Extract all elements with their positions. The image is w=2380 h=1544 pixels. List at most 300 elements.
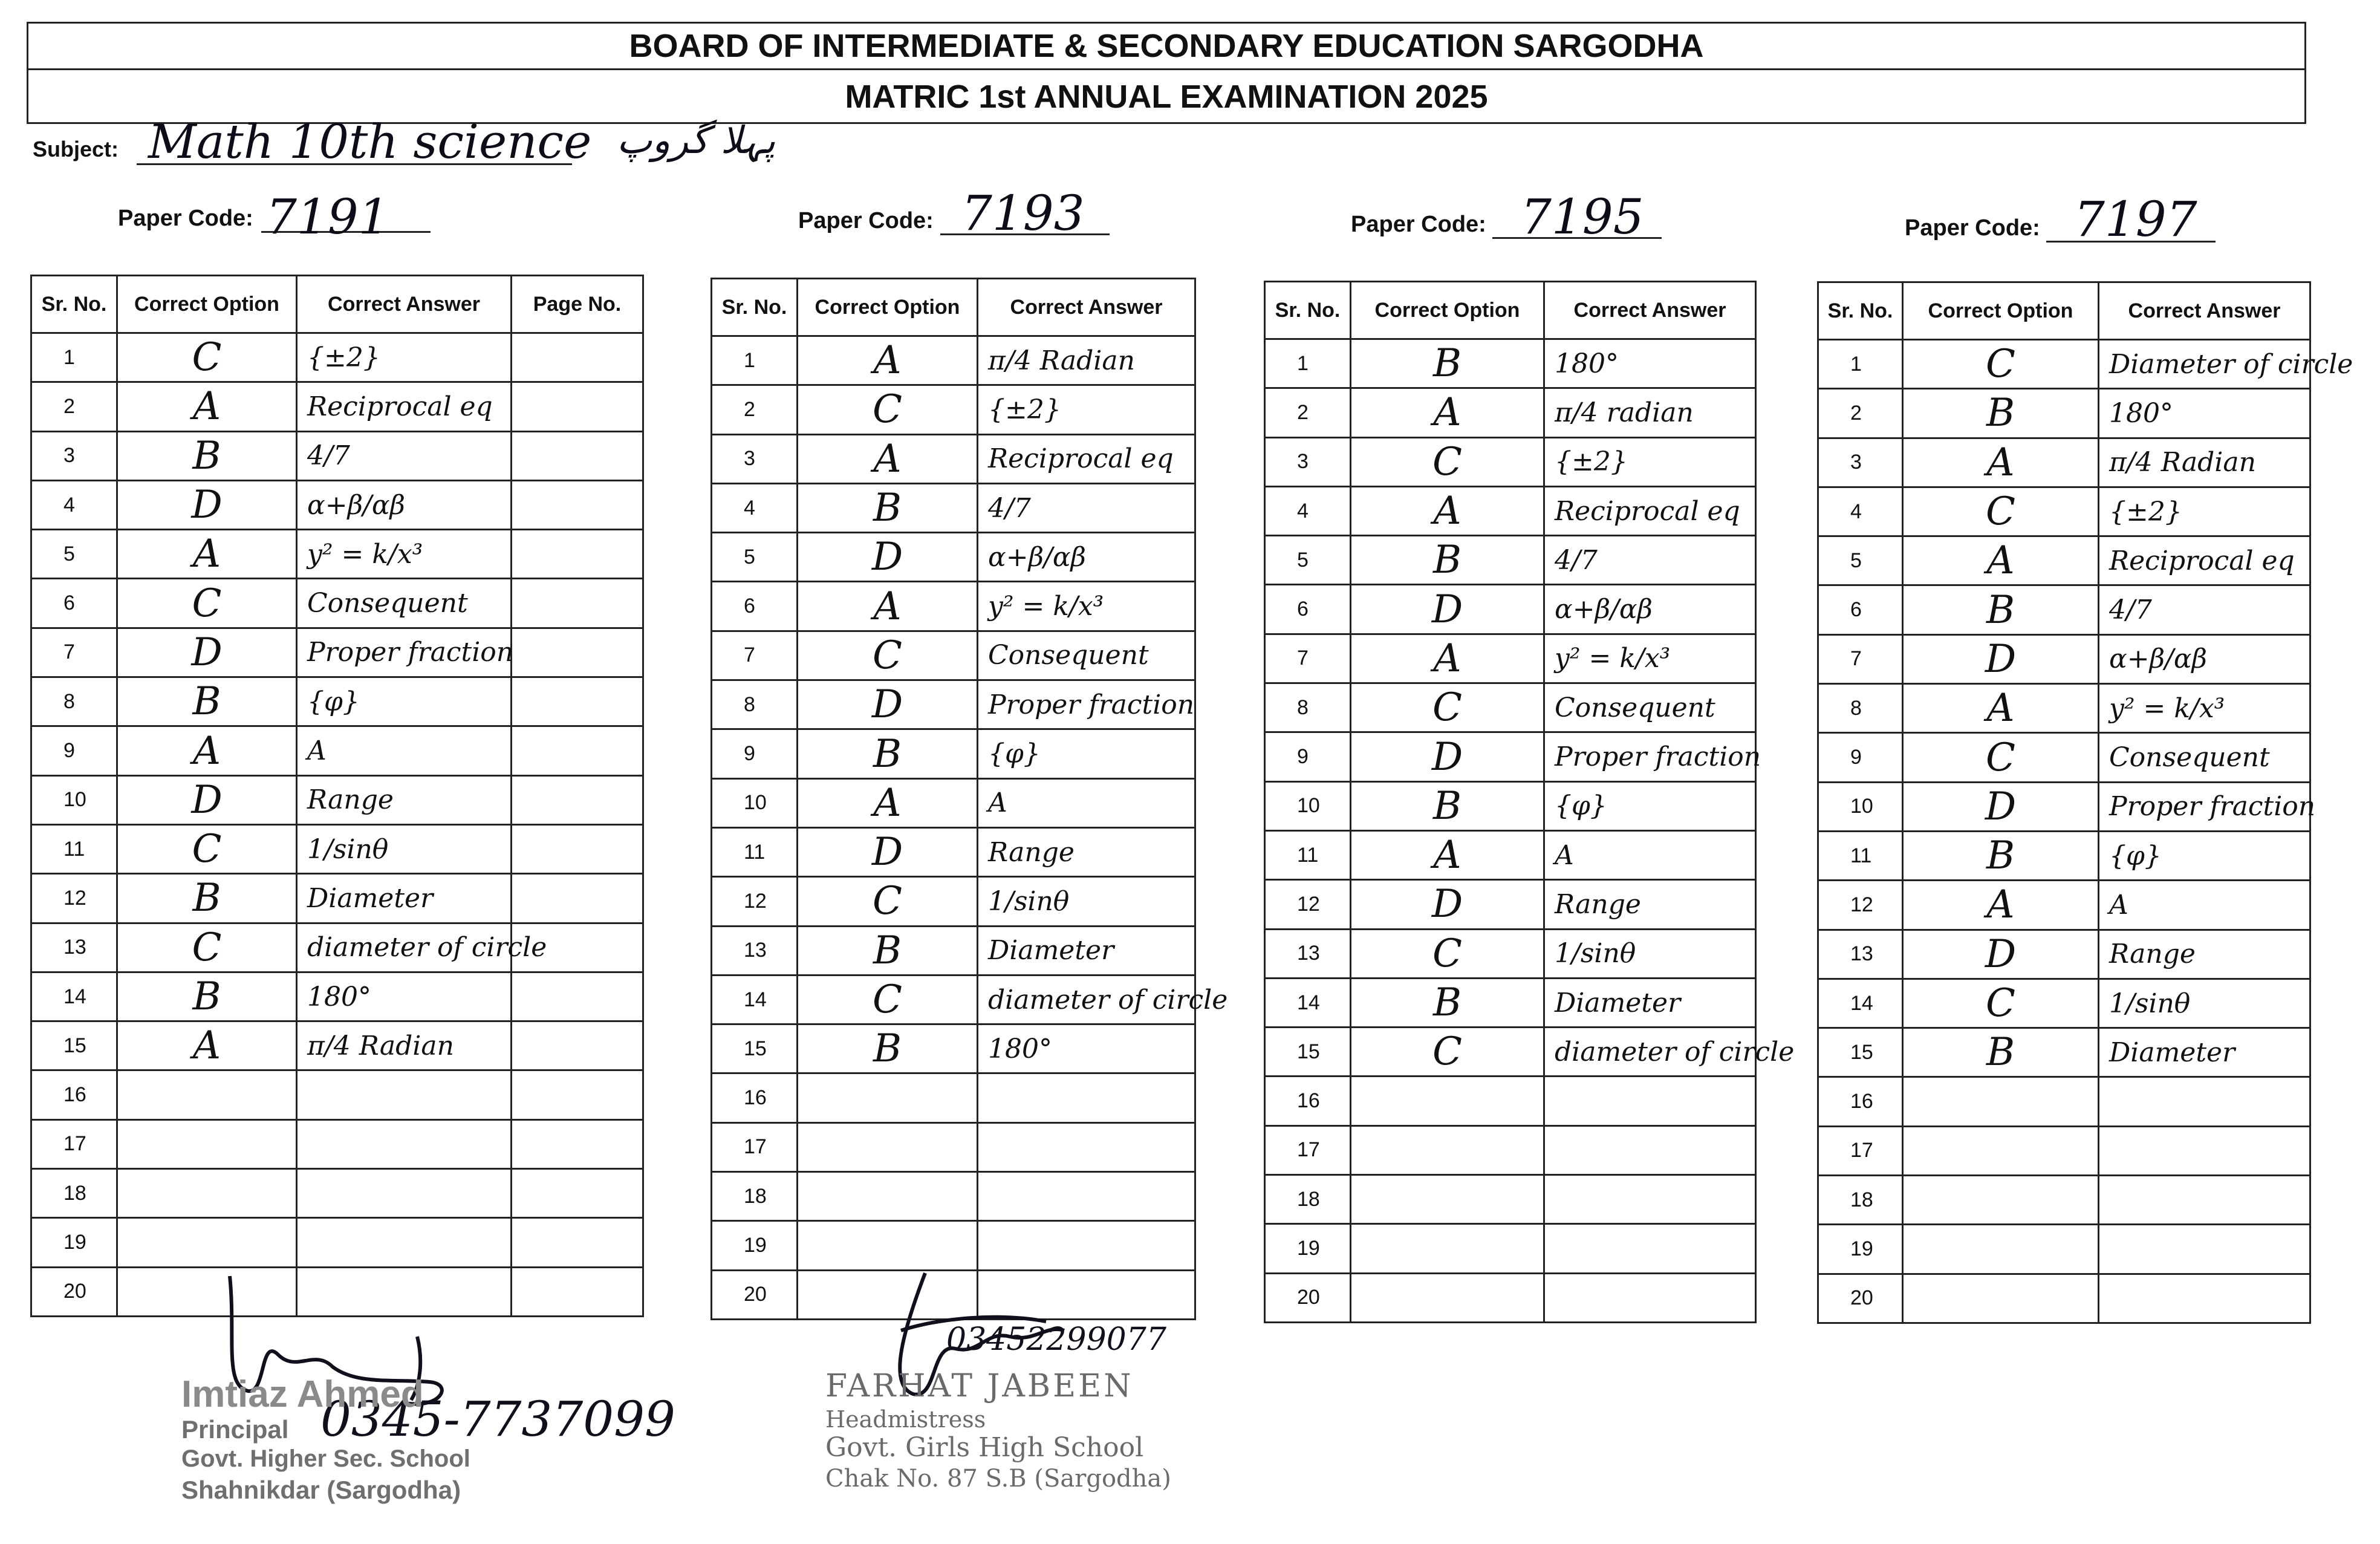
sr-no-cell: 2 — [1265, 388, 1351, 437]
correct-option-cell: C — [117, 824, 297, 873]
sr-no-cell: 6 — [31, 579, 117, 628]
sr-no-cell: 17 — [1818, 1126, 1903, 1175]
correct-answer-cell: {φ} — [1544, 781, 1756, 830]
sr-no-cell: 15 — [1265, 1028, 1351, 1077]
correct-answer-cell: α+β/αβ — [297, 480, 512, 529]
sr-no-cell: 16 — [1265, 1077, 1351, 1125]
table-row — [1265, 683, 1756, 732]
header-page-no: Page No. — [512, 276, 643, 333]
header-correct-option: Correct Option — [1903, 282, 2099, 340]
header-correct-option: Correct Option — [1351, 282, 1544, 339]
table-row — [712, 582, 1195, 631]
sr-no-cell: 17 — [31, 1119, 117, 1168]
correct-option-cell — [1903, 1176, 2099, 1225]
subject-label: Subject: — [33, 137, 119, 161]
paper-code-label-3: Paper Code: — [1351, 212, 1486, 237]
sr-no-cell: 11 — [1818, 831, 1903, 880]
correct-option-cell: A — [1351, 388, 1544, 437]
headmistress-stamp-school: Govt. Girls High School — [825, 1432, 1144, 1463]
correct-option-cell: D — [798, 533, 978, 582]
correct-option-cell: C — [117, 923, 297, 972]
correct-answer-cell: Range — [297, 775, 512, 824]
table-row — [1818, 340, 2310, 389]
correct-option-cell — [1351, 1077, 1544, 1125]
page-no-cell — [512, 972, 643, 1021]
correct-option-cell: A — [798, 434, 978, 483]
correct-answer-cell — [297, 1119, 512, 1168]
correct-option-cell: C — [798, 877, 978, 926]
subject-value: Math 10th science — [148, 115, 592, 169]
correct-answer-cell: Reciprocal eq — [978, 434, 1195, 483]
sr-no-cell: 12 — [1818, 881, 1903, 930]
correct-answer-cell: Proper fraction — [2099, 782, 2310, 831]
page-no-cell — [512, 726, 643, 775]
table-row — [1265, 1125, 1756, 1174]
correct-option-cell — [798, 1073, 978, 1122]
correct-answer-cell — [978, 1073, 1195, 1122]
sr-no-cell: 7 — [1818, 634, 1903, 683]
sr-no-cell: 4 — [31, 480, 117, 529]
headmistress-stamp-name: FARHAT JABEEN — [825, 1368, 1134, 1404]
correct-option-cell: B — [798, 483, 978, 532]
correct-answer-cell: A — [2099, 881, 2310, 930]
table-row — [712, 778, 1195, 827]
table-row — [712, 631, 1195, 680]
table-row — [1818, 438, 2310, 487]
correct-answer-cell: A — [978, 778, 1195, 827]
principal-phone: 0345-7737099 — [320, 1391, 675, 1447]
paper-code-value-1: 7191 — [266, 189, 389, 245]
sr-no-cell: 8 — [31, 677, 117, 726]
correct-answer-cell: π/4 Radian — [297, 1021, 512, 1070]
correct-option-cell: B — [1351, 978, 1544, 1027]
page-no-cell — [512, 1218, 643, 1267]
correct-option-cell: B — [117, 431, 297, 480]
table-row — [1818, 930, 2310, 979]
sr-no-cell: 6 — [712, 582, 798, 631]
table-row — [1265, 781, 1756, 830]
correct-answer-cell: π/4 Radian — [978, 336, 1195, 385]
table-row — [1818, 1176, 2310, 1225]
table-row — [31, 775, 643, 824]
correct-answer-cell — [2099, 1077, 2310, 1126]
table-row — [31, 824, 643, 873]
correct-option-cell — [1351, 1273, 1544, 1322]
correct-option-cell: C — [1903, 340, 2099, 389]
correct-option-cell: D — [117, 775, 297, 824]
correct-option-cell: A — [117, 1021, 297, 1070]
correct-answer-cell: Reciprocal eq — [1544, 486, 1756, 535]
page-no-cell — [512, 579, 643, 628]
correct-answer-cell — [297, 1218, 512, 1267]
correct-answer-cell — [978, 1122, 1195, 1171]
sr-no-cell: 6 — [1265, 585, 1351, 634]
correct-option-cell: D — [798, 827, 978, 876]
table-row — [31, 530, 643, 579]
correct-answer-cell: Diameter — [297, 874, 512, 923]
correct-option-cell — [1903, 1077, 2099, 1126]
sr-no-cell: 10 — [712, 778, 798, 827]
correct-option-cell: C — [1351, 1028, 1544, 1077]
sr-no-cell: 15 — [31, 1021, 117, 1070]
correct-answer-cell: A — [1544, 830, 1756, 879]
correct-option-cell: B — [117, 874, 297, 923]
paper-code-label-2: Paper Code: — [798, 208, 934, 233]
header-sr-no: Sr. No. — [1818, 282, 1903, 340]
page-no-cell — [512, 530, 643, 579]
page-no-cell — [512, 1021, 643, 1070]
sr-no-cell: 1 — [712, 336, 798, 385]
correct-answer-cell: 1/sinθ — [978, 877, 1195, 926]
table-row — [1265, 880, 1756, 929]
sr-no-cell: 7 — [712, 631, 798, 680]
correct-answer-cell: y² = k/x³ — [297, 530, 512, 579]
paper-code-value-4: 7197 — [2074, 191, 2197, 247]
table-row — [1818, 1274, 2310, 1323]
headmistress-phone: 03452299077 — [946, 1321, 1166, 1358]
correct-option-cell: C — [798, 631, 978, 680]
sr-no-cell: 8 — [712, 680, 798, 729]
correct-answer-cell: α+β/αβ — [2099, 634, 2310, 683]
table-row — [31, 726, 643, 775]
correct-answer-cell: 4/7 — [297, 431, 512, 480]
principal-stamp-place: Shahnikdar (Sargodha) — [181, 1476, 461, 1504]
correct-answer-cell: Diameter of circle — [2099, 340, 2310, 389]
sr-no-cell: 10 — [1265, 781, 1351, 830]
table-row — [1265, 1175, 1756, 1224]
sr-no-cell: 13 — [712, 926, 798, 975]
page-no-cell — [512, 1267, 643, 1316]
sr-no-cell: 6 — [1818, 585, 1903, 634]
sr-no-cell: 20 — [1818, 1274, 1903, 1323]
correct-option-cell: B — [1351, 781, 1544, 830]
table-row — [1818, 585, 2310, 634]
correct-option-cell: C — [1903, 979, 2099, 1028]
correct-option-cell: A — [798, 336, 978, 385]
table-row — [1265, 1273, 1756, 1322]
table-row — [1818, 979, 2310, 1028]
table-row — [1818, 881, 2310, 930]
correct-answer-cell: {±2} — [297, 333, 512, 382]
correct-answer-cell: Diameter — [2099, 1028, 2310, 1077]
correct-option-cell — [1903, 1225, 2099, 1274]
header-correct-option: Correct Option — [117, 276, 297, 333]
header-correct-answer: Correct Answer — [978, 279, 1195, 336]
sr-no-cell: 11 — [1265, 830, 1351, 879]
answer-table-7197 — [1817, 281, 2353, 1324]
correct-option-cell: C — [1351, 929, 1544, 978]
table-row — [31, 579, 643, 628]
correct-option-cell: D — [1903, 782, 2099, 831]
table-row — [1818, 684, 2310, 733]
correct-option-cell — [798, 1172, 978, 1221]
correct-option-cell: C — [1351, 437, 1544, 486]
header-correct-answer: Correct Answer — [2099, 282, 2310, 340]
correct-answer-cell — [978, 1221, 1195, 1270]
table-row — [31, 1169, 643, 1218]
page-no-cell — [512, 824, 643, 873]
correct-option-cell: B — [1903, 831, 2099, 880]
page-no-cell — [512, 775, 643, 824]
table-row — [31, 628, 643, 677]
answer-table-7195 — [1264, 281, 1795, 1323]
table-row — [1818, 389, 2310, 438]
correct-option-cell: A — [117, 530, 297, 579]
table-row — [1818, 634, 2310, 683]
table-row — [1265, 1077, 1756, 1125]
headmistress-stamp-title: Headmistress — [825, 1406, 986, 1433]
sr-no-cell: 5 — [712, 533, 798, 582]
correct-option-cell: A — [1903, 536, 2099, 585]
correct-answer-cell: Proper fraction — [1544, 732, 1756, 781]
table-row — [1818, 536, 2310, 585]
sr-no-cell: 13 — [1265, 929, 1351, 978]
correct-option-cell: C — [798, 385, 978, 434]
table-row — [31, 1070, 643, 1119]
correct-answer-cell: π/4 radian — [1544, 388, 1756, 437]
correct-option-cell: B — [798, 729, 978, 778]
correct-answer-cell: 180° — [2099, 389, 2310, 438]
sr-no-cell: 5 — [1818, 536, 1903, 585]
correct-answer-cell: Proper fraction — [297, 628, 512, 677]
correct-answer-cell — [2099, 1126, 2310, 1175]
table-row — [31, 480, 643, 529]
correct-answer-cell: {φ} — [978, 729, 1195, 778]
table-row — [712, 729, 1195, 778]
paper-code-label-4: Paper Code: — [1905, 215, 2040, 241]
correct-option-cell — [117, 1169, 297, 1218]
correct-option-cell — [1903, 1274, 2099, 1323]
correct-option-cell: C — [798, 975, 978, 1024]
table-row — [712, 1172, 1195, 1221]
correct-option-cell: D — [1351, 880, 1544, 929]
table-row — [1818, 733, 2310, 782]
paper-code-value-2: 7193 — [961, 185, 1085, 241]
correct-answer-cell: 1/sinθ — [297, 824, 512, 873]
sr-no-cell: 20 — [31, 1267, 117, 1316]
sr-no-cell: 18 — [1265, 1175, 1351, 1224]
table-row — [1265, 634, 1756, 683]
correct-option-cell: B — [117, 972, 297, 1021]
page-no-cell — [512, 1119, 643, 1168]
correct-answer-cell: diameter of circle — [978, 975, 1195, 1024]
correct-answer-cell: π/4 Radian — [2099, 438, 2310, 487]
sr-no-cell: 3 — [31, 431, 117, 480]
sr-no-cell: 18 — [1818, 1176, 1903, 1225]
correct-answer-cell: 180° — [978, 1024, 1195, 1073]
sr-no-cell: 15 — [1818, 1028, 1903, 1077]
sr-no-cell: 12 — [1265, 880, 1351, 929]
page-no-cell — [512, 333, 643, 382]
correct-answer-cell — [1544, 1077, 1756, 1125]
table-row — [31, 1021, 643, 1070]
correct-option-cell: B — [1351, 339, 1544, 388]
correct-option-cell: A — [1351, 486, 1544, 535]
correct-answer-cell — [2099, 1225, 2310, 1274]
answer-table-7191 — [30, 275, 644, 1317]
paper-code-value-3: 7195 — [1521, 189, 1644, 245]
table-row — [1265, 732, 1756, 781]
correct-answer-cell: Range — [978, 827, 1195, 876]
table-row — [1265, 585, 1756, 634]
sr-no-cell: 8 — [1265, 683, 1351, 732]
sr-no-cell: 3 — [712, 434, 798, 483]
correct-answer-cell: 180° — [297, 972, 512, 1021]
correct-option-cell: A — [117, 382, 297, 431]
table-row — [31, 874, 643, 923]
correct-answer-cell — [978, 1172, 1195, 1221]
sr-no-cell: 8 — [1818, 684, 1903, 733]
sr-no-cell: 16 — [31, 1070, 117, 1119]
sr-no-cell: 12 — [712, 877, 798, 926]
correct-option-cell: D — [1903, 930, 2099, 979]
table-row — [31, 431, 643, 480]
correct-answer-cell — [1544, 1125, 1756, 1174]
header-sr-no: Sr. No. — [712, 279, 798, 336]
correct-option-cell: B — [1351, 536, 1544, 585]
page-no-cell — [512, 382, 643, 431]
table-row — [1818, 1077, 2310, 1126]
correct-answer-cell — [2099, 1274, 2310, 1323]
table-row — [31, 923, 643, 972]
correct-answer-cell: α+β/αβ — [978, 533, 1195, 582]
header-correct-answer: Correct Answer — [1544, 282, 1756, 339]
correct-option-cell: D — [117, 628, 297, 677]
table-row — [31, 1119, 643, 1168]
sr-no-cell: 3 — [1818, 438, 1903, 487]
correct-answer-cell — [297, 1070, 512, 1119]
correct-option-cell: A — [798, 582, 978, 631]
correct-option-cell: A — [1351, 634, 1544, 683]
correct-answer-cell: Diameter — [978, 926, 1195, 975]
table-row — [712, 680, 1195, 729]
correct-answer-cell: y² = k/x³ — [1544, 634, 1756, 683]
correct-answer-cell: Diameter — [1544, 978, 1756, 1027]
correct-answer-cell: diameter of circle — [1544, 1028, 1756, 1077]
table-row — [1265, 978, 1756, 1027]
sr-no-cell: 9 — [1265, 732, 1351, 781]
sr-no-cell: 16 — [712, 1073, 798, 1122]
sr-no-cell: 1 — [1265, 339, 1351, 388]
sr-no-cell: 13 — [31, 923, 117, 972]
table-row — [31, 677, 643, 726]
principal-stamp-title: Principal — [181, 1415, 289, 1444]
exam-title: MATRIC 1st ANNUAL EXAMINATION 2025 — [27, 68, 2306, 124]
correct-answer-cell: Proper fraction — [978, 680, 1195, 729]
sr-no-cell: 5 — [31, 530, 117, 579]
correct-option-cell: A — [798, 778, 978, 827]
sr-no-cell: 1 — [1818, 340, 1903, 389]
correct-option-cell: D — [117, 480, 297, 529]
correct-option-cell: A — [1903, 438, 2099, 487]
correct-answer-cell — [1544, 1273, 1756, 1322]
correct-answer-cell — [297, 1169, 512, 1218]
correct-answer-cell: {±2} — [1544, 437, 1756, 486]
table-row — [31, 333, 643, 382]
table-row — [712, 533, 1195, 582]
correct-answer-cell: y² = k/x³ — [2099, 684, 2310, 733]
correct-option-cell — [798, 1122, 978, 1171]
sr-no-cell: 14 — [1265, 978, 1351, 1027]
sr-no-cell: 1 — [31, 333, 117, 382]
sr-no-cell: 14 — [31, 972, 117, 1021]
correct-answer-cell: A — [297, 726, 512, 775]
board-title: BOARD OF INTERMEDIATE & SECONDARY EDUCATION SARGODHA — [27, 22, 2306, 70]
table-row — [1818, 1225, 2310, 1274]
sr-no-cell: 12 — [31, 874, 117, 923]
header-sr-no: Sr. No. — [31, 276, 117, 333]
sr-no-cell: 2 — [1818, 389, 1903, 438]
paper-code-label-1: Paper Code: — [118, 206, 253, 231]
correct-answer-cell: 180° — [1544, 339, 1756, 388]
table-row — [1265, 486, 1756, 535]
correct-option-cell: D — [1351, 585, 1544, 634]
table-row — [712, 827, 1195, 876]
sr-no-cell: 11 — [31, 824, 117, 873]
correct-option-cell: C — [117, 333, 297, 382]
page-no-cell — [512, 874, 643, 923]
table-row — [1265, 1028, 1756, 1077]
table-row — [31, 382, 643, 431]
sr-no-cell: 7 — [1265, 634, 1351, 683]
table-row — [1265, 929, 1756, 978]
correct-answer-cell: Consequent — [978, 631, 1195, 680]
correct-answer-cell: 4/7 — [1544, 536, 1756, 585]
table-row — [712, 385, 1195, 434]
correct-option-cell: D — [1903, 634, 2099, 683]
correct-option-cell: B — [1903, 585, 2099, 634]
correct-answer-cell: y² = k/x³ — [978, 582, 1195, 631]
table-row — [1265, 388, 1756, 437]
correct-option-cell: A — [117, 726, 297, 775]
table-row — [712, 483, 1195, 532]
table-row — [31, 972, 643, 1021]
sr-no-cell: 9 — [1818, 733, 1903, 782]
table-row — [712, 877, 1195, 926]
correct-answer-cell: Consequent — [297, 579, 512, 628]
correct-option-cell — [1351, 1224, 1544, 1273]
table-row — [1265, 437, 1756, 486]
sr-no-cell: 10 — [1818, 782, 1903, 831]
sr-no-cell: 18 — [31, 1169, 117, 1218]
sr-no-cell: 20 — [1265, 1273, 1351, 1322]
page-no-cell — [512, 1070, 643, 1119]
correct-option-cell: B — [117, 677, 297, 726]
correct-answer-cell: {φ} — [2099, 831, 2310, 880]
table-row — [712, 926, 1195, 975]
correct-answer-cell — [2099, 1176, 2310, 1225]
correct-answer-cell — [1544, 1175, 1756, 1224]
subject-urdu: پہلا گروپ — [617, 118, 776, 162]
correct-option-cell: C — [117, 579, 297, 628]
correct-answer-cell: Range — [1544, 880, 1756, 929]
correct-answer-cell: Range — [2099, 930, 2310, 979]
correct-option-cell: A — [1351, 830, 1544, 879]
sr-no-cell: 19 — [31, 1218, 117, 1267]
correct-answer-cell: 1/sinθ — [1544, 929, 1756, 978]
sr-no-cell: 17 — [712, 1122, 798, 1171]
correct-option-cell — [1903, 1126, 2099, 1175]
correct-option-cell: C — [1351, 683, 1544, 732]
correct-option-cell: A — [1903, 684, 2099, 733]
header-correct-option: Correct Option — [798, 279, 978, 336]
page-no-cell — [512, 1169, 643, 1218]
sr-no-cell: 17 — [1265, 1125, 1351, 1174]
table-row — [1818, 831, 2310, 880]
sr-no-cell: 9 — [31, 726, 117, 775]
correct-answer-cell: {±2} — [2099, 487, 2310, 536]
page-no-cell — [512, 677, 643, 726]
